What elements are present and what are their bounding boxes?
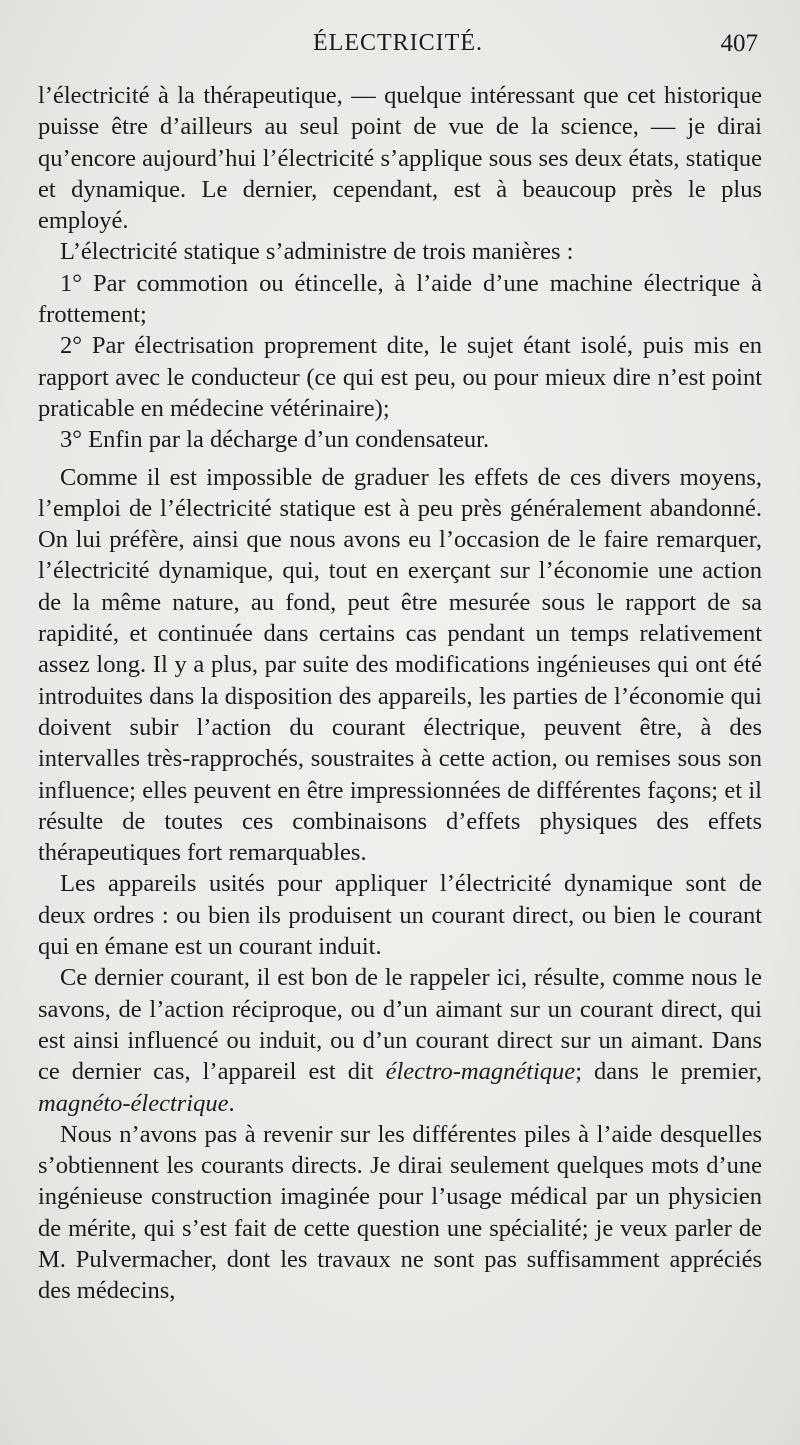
paragraph-dynamic-devices: Les appareils usités pour appliquer l’électricité dynamique sont de deux ordres : ou bien ils produisent un courant direct, ou bien le courant qui en émane est un courant induit.	[38, 870, 762, 961]
paragraph-static-abandoned: Comme il est impossible de graduer les effets de ces divers moyens, l’emploi de l’électricité statique est à peu près généralement abandonné. On lui préfère, ainsi que nous avons eu l’occasion de le faire remarquer, l’électricité dynamique, qui, tout en exerçant sur l’économie une action de la même nature, au fond, peut être mesurée sous le rapport de sa rapidité, et continuée dans certains cas pendant un temps relativement assez long. Il y a plus, par suite des modifications ingénieuses qui ont été introduites dans la disposition des appareils, les parties de l’économie qui doivent subir l’action du courant électrique, peuvent être, à des intervalles très-rapprochés, soustraites à cette action, ou remises sous son influence; elles peuvent en être impressionnées de différentes façons; et il résulte de toutes ces combinaisons d’effets physiques des effets thérapeutiques fort remarquables.	[38, 463, 762, 867]
paragraph-induced-current	[38, 962, 762, 1118]
list-item-3: 3° Enfin par la décharge d’un condensateur.	[60, 426, 490, 454]
paragraph-continuation: l’électricité à la thérapeutique, — quelque intéressant que cet historique puisse être d’ailleurs au seul point de vue de la science, — je dirai qu’encore aujourd’hui l’électricité s’applique sous ses deux états, statique et dynamique. Le dernier, cependant, est à beaucoup près le plus employé.	[38, 82, 762, 235]
page-number: 407	[720, 30, 758, 57]
list-item-1: 1° Par commotion ou étincelle, à l’aide d’une machine électrique à frottement;	[38, 269, 762, 329]
paragraph-piles: Nous n’avons pas à revenir sur les différentes piles à l’aide desquelles s’obtiennent les courants directs. Je dirai seulement quelques mots d’une ingénieuse construction imaginée pour l’usage médical par un physicien de mérite, qui s’est fait de cette question une spécialité; je veux parler de M. Pulvermacher, dont les travaux ne sont pas suffisamment appréciés des médecins,	[38, 1120, 762, 1305]
paragraph-static-intro: L’électricité statique s’administre de trois manières :	[60, 238, 574, 266]
page-header	[38, 30, 758, 62]
italic-term: électro-magnétique	[385, 1058, 576, 1086]
body-text	[38, 80, 762, 1307]
running-title: ÉLECTRICITÉ.	[313, 30, 483, 56]
text-segment: .	[228, 1089, 235, 1117]
italic-term: magnéto-électrique	[38, 1089, 229, 1117]
text-segment: ; dans le premier,	[575, 1058, 762, 1086]
list-item-2: 2° Par électrisation proprement dite, le sujet étant isolé, puis mis en rapport avec le conducteur (ce qui est peu, ou pour mieux dire n’est point praticable en médecine vétérinaire);	[38, 332, 762, 422]
text-segment: Ce dernier courant, il est bon de le rappeler ici, résulte, comme nous le savons, de l’action réciproque, ou d’un aimant sur un courant direct, qui est ainsi influencé ou induit, ou d’un courant direct sur un aimant. Dans ce dernier cas, l’appareil est dit	[38, 964, 762, 1086]
